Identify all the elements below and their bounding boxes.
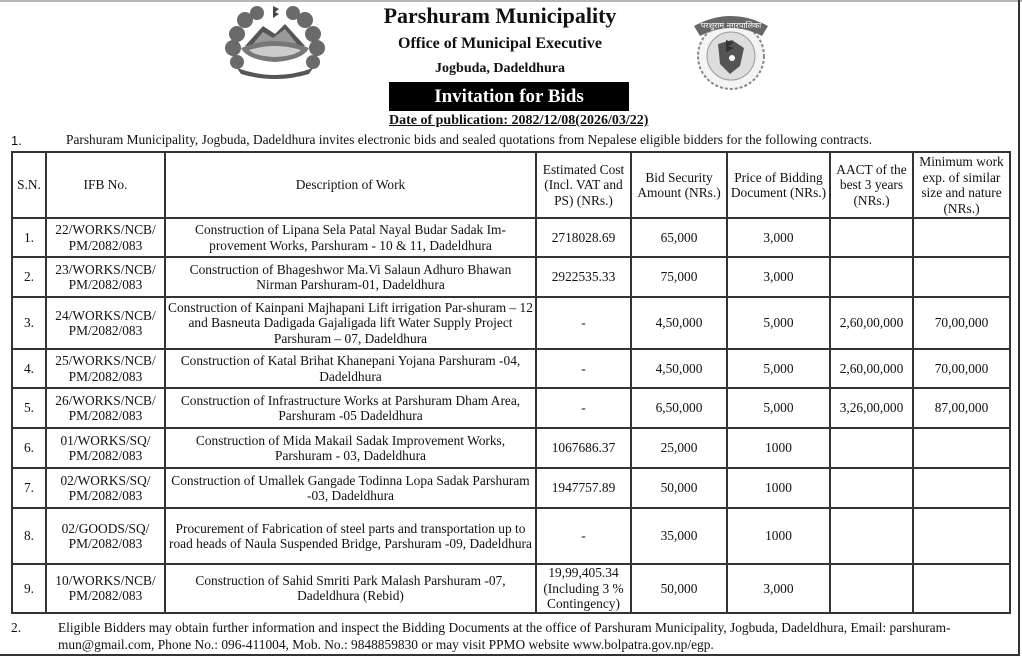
table-row <box>12 468 1010 508</box>
footer-line-2: mun@gmail.com, Phone No.: 096-411004, Mob. No.: 9848859830 or may visit PPMO website www.bolpatra.gov.np/egp. <box>58 637 714 652</box>
cell-ifb <box>46 508 165 564</box>
ifb-line-1: 02/GOODS/SQ/ <box>61 520 150 536</box>
section-2-number: 2. <box>11 620 22 635</box>
ifb-line-1: 10/WORKS/NCB/ <box>55 572 156 588</box>
cell-document-price: 1000 <box>727 468 830 508</box>
cell-sn: 2. <box>12 257 46 297</box>
cell-description: Construction of Katal Brihat Khanepani Yojana Parshuram -04, Dadeldhura <box>165 349 536 388</box>
cell-sn: 7. <box>12 468 46 508</box>
cell-aact <box>830 218 913 257</box>
invitation-banner: Invitation for Bids <box>389 82 629 111</box>
cell-estimated-cost: 1067686.37 <box>536 428 631 468</box>
section-1-number: 1. <box>11 133 22 148</box>
ifb-line-1: 22/WORKS/NCB/ <box>55 222 156 237</box>
ifb-line-1: 24/WORKS/NCB/ <box>55 307 156 323</box>
header-min-work-exp: Minimum work exp. of similar size and nature (NRs.) <box>913 152 1010 218</box>
bids-table <box>11 151 1011 614</box>
ifb-line-1: 26/WORKS/NCB/ <box>55 392 156 408</box>
header-document-price: Price of Bidding Document (NRs.) <box>727 152 830 218</box>
header-ifb: IFB No. <box>46 152 165 218</box>
cell-document-price: 5,000 <box>727 297 830 349</box>
cell-sn: 9. <box>12 564 46 613</box>
cell-aact: 2,60,00,000 <box>830 349 913 388</box>
cell-document-price: 5,000 <box>727 388 830 428</box>
cell-description: Construction of Bhageshwor Ma.Vi Salaun Adhuro Bhawan Nirman Parshuram-01, Dadeldhura <box>165 257 536 297</box>
cell-min-work-exp <box>913 564 1010 613</box>
cell-ifb <box>46 468 165 508</box>
cell-aact <box>830 428 913 468</box>
cell-bid-security: 6,50,000 <box>631 388 727 428</box>
table-row <box>12 508 1010 564</box>
table-row <box>12 388 1010 428</box>
ifb-line-2: PM/2082/083 <box>68 408 143 423</box>
cell-ifb <box>46 257 165 297</box>
cell-ifb <box>46 218 165 257</box>
table-row <box>12 297 1010 349</box>
cell-sn: 4. <box>12 349 46 388</box>
header-estimated-cost: Estimated Cost (Incl. VAT and PS) (NRs.) <box>536 152 631 218</box>
page-right-border <box>1018 0 1020 656</box>
cell-aact <box>830 564 913 613</box>
cell-estimated-cost: - <box>536 349 631 388</box>
cell-aact <box>830 468 913 508</box>
cell-min-work-exp <box>913 468 1010 508</box>
cell-estimated-cost: - <box>536 297 631 349</box>
cell-document-price: 1000 <box>727 508 830 564</box>
ifb-line-2: PM/2082/083 <box>68 448 143 463</box>
cell-bid-security: 50,000 <box>631 564 727 613</box>
cell-description: Procurement of Fabrication of steel parts and transportation up to road heads of Naula Suspended Bridge, Parshuram -09, Dadeldhura <box>165 508 536 564</box>
page-top-border <box>0 0 1022 2</box>
cell-min-work-exp <box>913 508 1010 564</box>
publication-date: Date of publication: 2082/12/08(2026/03/22) <box>389 113 649 128</box>
cell-bid-security: 4,50,000 <box>631 297 727 349</box>
cell-bid-security: 65,000 <box>631 218 727 257</box>
cell-estimated-cost: 1947757.89 <box>536 468 631 508</box>
cell-bid-security: 35,000 <box>631 508 727 564</box>
table-row <box>12 349 1010 388</box>
cell-bid-security: 25,000 <box>631 428 727 468</box>
cell-description: Construction of Mida Makail Sadak Improvement Works, Parshuram - 03, Dadeldhura <box>165 428 536 468</box>
cell-document-price: 5,000 <box>727 349 830 388</box>
municipality-name: Parshuram Municipality <box>383 3 617 28</box>
cell-estimated-cost: 2922535.33 <box>536 257 631 297</box>
table-row <box>12 428 1010 468</box>
header-bid-security: Bid Security Amount (NRs.) <box>631 152 727 218</box>
cell-ifb <box>46 428 165 468</box>
cell-aact <box>830 257 913 297</box>
cell-ifb <box>46 564 165 613</box>
cell-sn: 5. <box>12 388 46 428</box>
office-address: Jogbuda, Dadeldhura <box>435 61 565 76</box>
cell-description: Construction of Sahid Smriti Park Malash Parshuram -07, Dadeldhura (Rebid) <box>165 564 536 613</box>
cell-document-price: 3,000 <box>727 257 830 297</box>
office-name: Office of Municipal Executive <box>398 35 602 52</box>
cell-description: Construction of Lipana Sela Patal Nayal Budar Sadak Im-provement Works, Parshuram - 10 & 11, Dadeldhura <box>165 218 536 257</box>
cell-ifb <box>46 297 165 349</box>
ifb-line-2: PM/2082/083 <box>68 488 143 503</box>
cell-description: Construction of Infrastructure Works at Parshuram Dham Area, Parshuram -05 Dadeldhura <box>165 388 536 428</box>
header-sn: S.N. <box>12 152 46 218</box>
cell-sn: 1. <box>12 218 46 257</box>
seal-text: परशुराम नगरपालिका <box>700 21 762 30</box>
header-aact: AACT of the best 3 years (NRs.) <box>830 152 913 218</box>
cell-document-price: 1000 <box>727 428 830 468</box>
cell-bid-security: 75,000 <box>631 257 727 297</box>
cell-document-price: 3,000 <box>727 564 830 613</box>
cell-min-work-exp <box>913 257 1010 297</box>
cell-ifb <box>46 349 165 388</box>
page-bottom-border <box>0 654 1020 656</box>
ifb-line-2: PM/2082/083 <box>68 536 143 551</box>
cell-ifb <box>46 388 165 428</box>
municipality-seal-logo <box>688 4 774 92</box>
cell-bid-security: 50,000 <box>631 468 727 508</box>
ifb-line-2: PM/2082/083 <box>68 237 143 253</box>
ifb-line-2: PM/2082/083 <box>68 588 143 604</box>
cell-estimated-cost: - <box>536 388 631 428</box>
cell-min-work-exp <box>913 218 1010 257</box>
cell-estimated-cost: - <box>536 508 631 564</box>
cell-sn: 3. <box>12 297 46 349</box>
header-description: Description of Work <box>165 152 536 218</box>
cell-aact: 2,60,00,000 <box>830 297 913 349</box>
cell-sn: 8. <box>12 508 46 564</box>
ifb-line-1: 02/WORKS/SQ/ <box>60 472 151 488</box>
cell-bid-security: 4,50,000 <box>631 349 727 388</box>
ifb-line-2: PM/2082/083 <box>68 368 143 384</box>
cell-estimated-cost: 2718028.69 <box>536 218 631 257</box>
table-row <box>12 257 1010 297</box>
cell-estimated-cost: 19,99,405.34 (Including 3 % Contingency) <box>536 564 631 613</box>
ifb-line-2: PM/2082/083 <box>68 323 143 338</box>
cell-sn: 6. <box>12 428 46 468</box>
footer-line-1: Eligible Bidders may obtain further information and inspect the Bidding Documents at the office of Parshuram Municipality, Jogbuda, Dadeldhura, Email: parshuram- <box>58 620 951 635</box>
cell-min-work-exp: 87,00,000 <box>913 388 1010 428</box>
intro-text: Parshuram Municipality, Jogbuda, Dadeldhura invites electronic bids and sealed quotations from Nepalese eligible bidders for the following contracts. <box>66 132 873 147</box>
table-row <box>12 564 1010 613</box>
cell-aact: 3,26,00,000 <box>830 388 913 428</box>
ifb-line-1: 25/WORKS/NCB/ <box>55 353 156 368</box>
ifb-line-2: PM/2082/083 <box>68 277 143 292</box>
cell-min-work-exp: 70,00,000 <box>913 349 1010 388</box>
cell-description: Construction of Kainpani Majhapani Lift irrigation Par-shuram – 12 and Basneuta Dadigada Gajaligada lift Water Supply Project Parshuram – 07, Dadeldhura <box>165 297 536 349</box>
ifb-line-1: 23/WORKS/NCB/ <box>55 261 156 277</box>
cell-min-work-exp: 70,00,000 <box>913 297 1010 349</box>
cell-document-price: 3,000 <box>727 218 830 257</box>
table-row <box>12 218 1010 257</box>
table-header-row <box>12 152 1010 218</box>
cell-min-work-exp <box>913 428 1010 468</box>
ifb-line-1: 01/WORKS/SQ/ <box>60 432 151 448</box>
cell-aact <box>830 508 913 564</box>
cell-description: Construction of Umallek Gangade Todinna Lopa Sadak Parshuram -03, Dadeldhura <box>165 468 536 508</box>
